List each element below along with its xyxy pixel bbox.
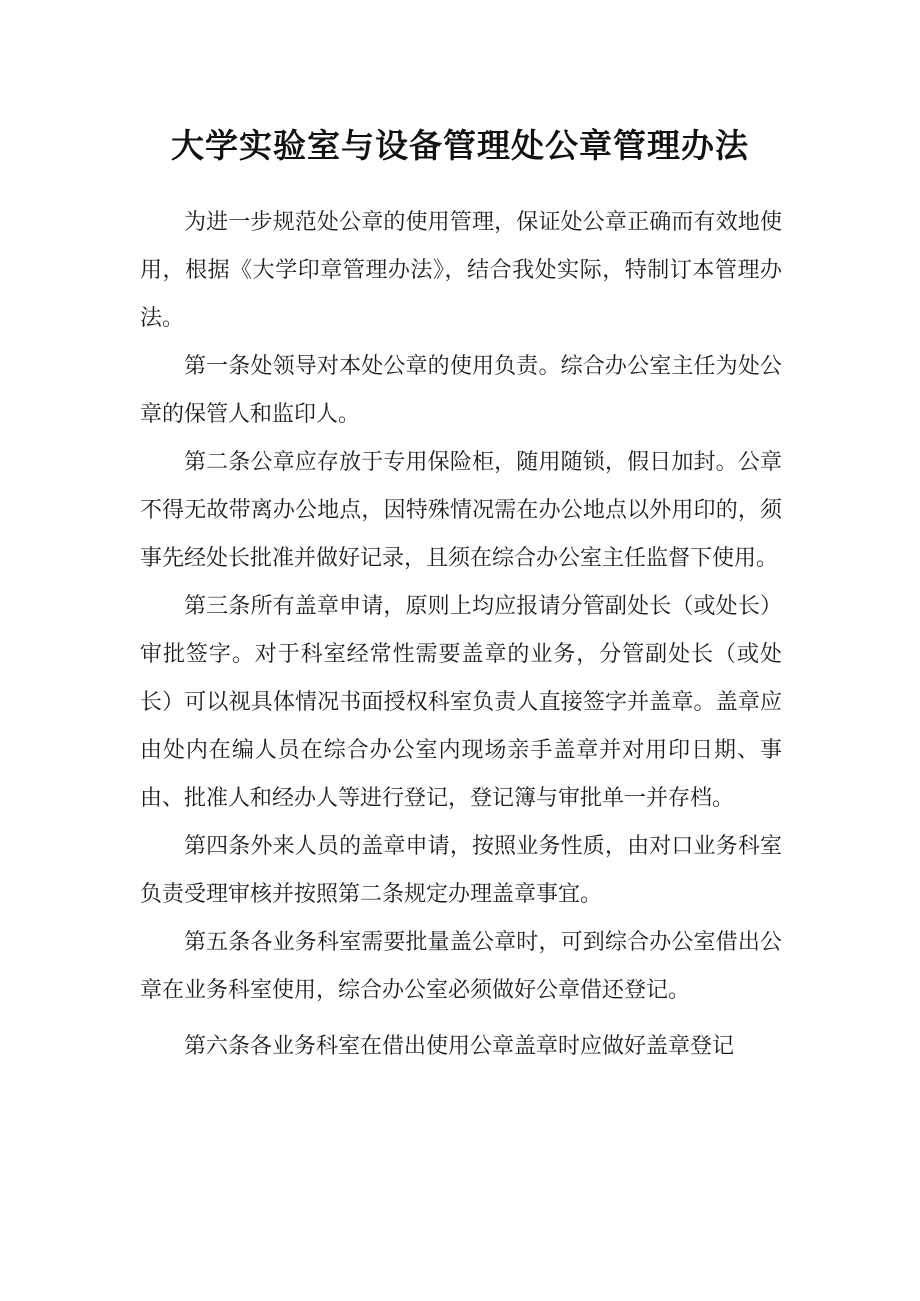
paragraph-article-1: 第一条处领导对本处公章的使用负责。综合办公室主任为处公章的保管人和监印人。 [140,354,782,427]
paragraph-article-2: 第二条公章应存放于专用保险柜，随用随锁，假日加封。公章不得无故带离办公地点，因特殊情况需在办公地点以外用印的，须事先经处长批准并做好记录，且须在综合办公室主任监督下使用。 [140,450,782,571]
paragraph-article-3: 第三条所有盖章申请，原则上均应报请分管副处长（或处长）审批签字。对于科室经常性需要盖章的业务，分管副处长（或处长）可以视具体情况书面授权科室负责人直接签字并盖章。盖章应由处内在编人员在综合办公室内现场亲手盖章并对用印日期、事由、批准人和经办人等进行登记，登记簿与审批单一并存档。 [140,594,782,811]
paragraph-article-6: 第六条各业务科室在借出使用公章盖章时应做好盖章登记 [184,1034,735,1059]
paragraph-article-4: 第四条外来人员的盖章申请，按照业务性质，由对口业务科室负责受理审核并按照第二条规定办理盖章事宜。 [140,834,782,907]
paragraph-article-5: 第五条各业务科室需要批量盖公章时，可到综合办公室借出公章在业务科室使用，综合办公室必须做好公章借还登记。 [140,930,782,1003]
document-title: 大学实验室与设备管理处公章管理办法 [171,126,749,165]
document-body [140,199,782,1071]
paragraph-intro: 为进一步规范处公章的使用管理，保证处公章正确而有效地使用，根据《大学印章管理办法》，结合我处实际，特制订本管理办法。 [140,210,782,331]
